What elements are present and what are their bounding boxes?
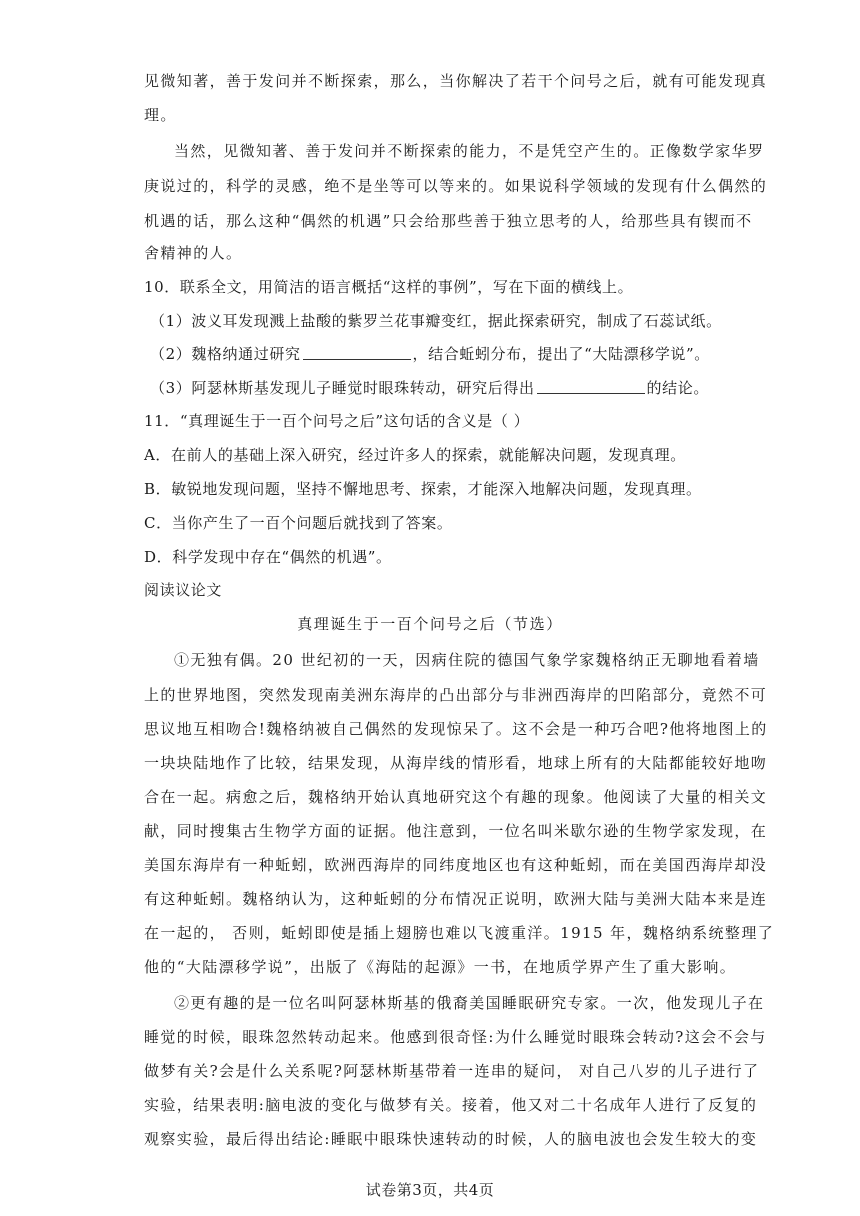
option-c: C．当你产生了一百个问题后就找到了答案。 [144,514,453,532]
text-line: 做梦有关?会是什么关系呢?阿瑟林斯基带着一连串的疑问， 对自己八岁的儿子进行了 [144,1062,760,1080]
item-text: （2）魏格纳通过研究 [150,345,301,363]
text-line: 献，同时搜集古生物学方面的证据。他注意到，一位名叫米歇尔逊的生物学家发现，在 [144,822,768,840]
text-line: 一块块陆地作了比较，结果发现，从海岸线的情形看，地球上所有的大陆都能较好地吻 [144,754,768,772]
text-line: 有这种蚯蚓。魏格纳认为，这种蚯蚓的分布情况正说明，欧洲大陆与美洲大陆本来是连 [144,890,768,908]
text-line: 见微知著，善于发问并不断探索，那么，当你解决了若干个问号之后，就有可能发现真 [144,72,768,90]
question-10-item-1: （1）波义耳发现溅上盐酸的紫罗兰花事瓣变红，据此探索研究，制成了石蕊试纸。 [150,312,722,330]
question-10-item-2 [150,344,730,364]
text-line: 他的“大陆漂移学说”，出版了《海陆的起源》一书，在地质学界产生了重大影响。 [144,958,737,976]
question-10-stem: 10．联系全文，用简洁的语言概括“这样的事例”，写在下面的横线上。 [144,278,634,296]
text-line: 观察实验，最后得出结论:睡眠中眼珠快速转动的时候，人的脑电波也会发生较大的变 [144,1130,758,1148]
answer-blank[interactable] [537,379,645,394]
text-line: ①无独有偶。20 世纪初的一天，因病住院的德国气象学家魏格纳正无聊地看着墙 [174,651,760,669]
text-line: 合在一起。病愈之后，魏格纳开始认真地研究这个有趣的现象。他阅读了大量的相关文 [144,788,768,806]
text-line: 实验，结果表明:脑电波的变化与做梦有关。接着，他又对二十名成年人进行了反复的 [144,1096,758,1114]
text-line: 上的世界地图，突然发现南美洲东海岸的凸出部分与非洲西海岸的凹陷部分，竟然不可 [144,686,768,704]
page-footer: 试卷第3页，共4页 [365,1181,495,1199]
text-line: 当然，见微知著、善于发问并不断探索的能力，不是凭空产生的。正像数学家华罗 [174,142,765,160]
option-d: D．科学发现中存在“偶然的机遇”。 [144,548,392,566]
text-line: 睡觉的时候，眼珠忽然转动起来。他感到很奇怪:为什么睡觉时眼珠会转动?这会不会与 [144,1028,767,1046]
text-line: 庚说过的，科学的灵感，绝不是坐等可以等来的。如果说科学领域的发现有什么偶然的 [144,177,768,195]
text-line: 在一起的， 否则，蚯蚓即使是插上翅膀也难以飞渡重洋。1915 年，魏格纳系统整理了 [144,924,775,942]
section-label: 阅读议论文 [144,581,223,599]
text-line: 舍精神的人。 [144,244,243,262]
question-10-item-3 [150,378,730,398]
item-text: （3）阿瑟林斯基发现儿子睡觉时眼珠转动，研究后得出 [150,379,535,397]
text-line: 机遇的话，那么这种“偶然的机遇”只会给那些善于独立思考的人，给那些具有锲而不 [144,212,753,230]
item-text: 的结论。 [646,379,709,397]
option-a: A．在前人的基础上深入研究，经过许多人的探索，就能解决问题，发现真理。 [144,446,686,464]
text-line: ②更有趣的是一位名叫阿瑟林斯基的俄裔美国睡眠研究专家。一次，他发现儿子在 [174,994,765,1012]
text-line: 美国东海岸有一种蚯蚓，欧洲西海岸的同纬度地区也有这种蚯蚓，而在美国西海岸却没 [144,856,768,874]
item-text: ，结合蚯蚓分布，提出了“大陆漂移学说”。 [412,345,710,363]
article-title: 真理诞生于一百个问号之后（节选） [297,615,563,633]
text-line: 思议地互相吻合!魏格纳被自己偶然的发现惊呆了。这不会是一种巧合吧?他将地图上的 [144,720,768,738]
option-b: B．敏锐地发现问题，坚持不懈地思考、探索，才能深入地解决问题，发现真理。 [144,480,702,498]
text-line: 理。 [144,106,177,124]
question-11-stem: 11．“真理诞生于一百个问号之后”这句话的含义是（ ） [144,412,530,430]
answer-blank[interactable] [303,345,411,360]
